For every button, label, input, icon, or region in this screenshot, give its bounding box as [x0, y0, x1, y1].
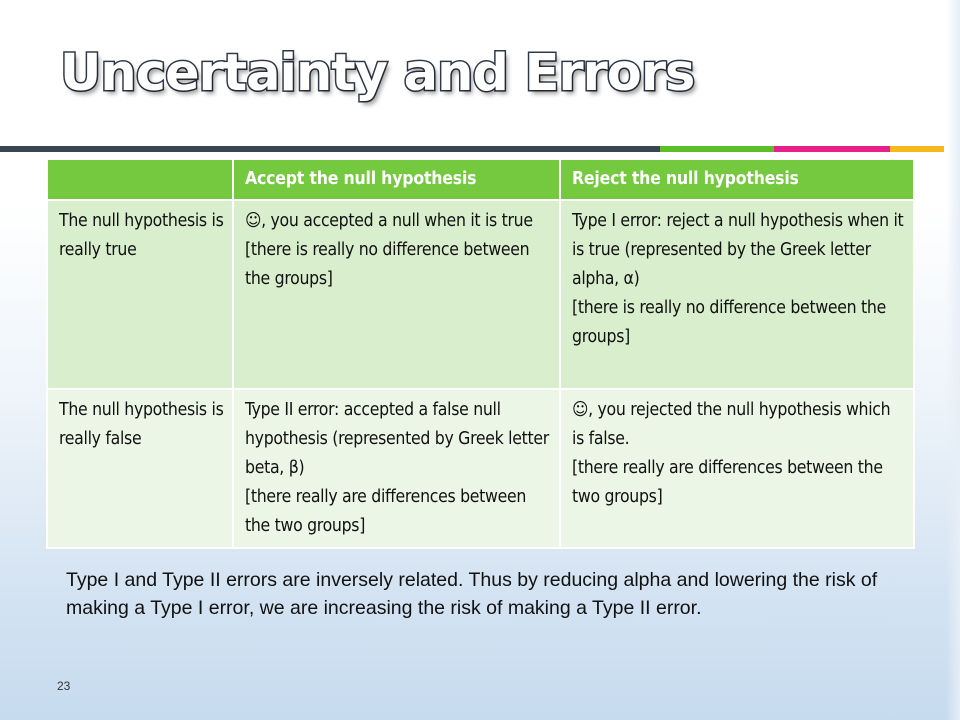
cell-note: [there really are differences between the two groups]	[572, 458, 883, 507]
cell-note: [there is really no difference between the groups]	[245, 240, 530, 289]
cell-text: ☺, you accepted a null when it is true	[245, 211, 533, 231]
accent-bar-yellow-segment	[890, 146, 944, 152]
accent-bar-green-segment	[660, 146, 774, 152]
table-row	[47, 200, 914, 389]
slide-right-edge	[946, 0, 960, 720]
cell-text: Type II error: accepted a false null hypothesis (represented by Greek letter beta, β)	[245, 400, 549, 478]
cell-type-one-error	[560, 200, 914, 389]
header-reject-null: Reject the null hypothesis	[560, 159, 914, 200]
accent-bar-dark-segment	[0, 146, 660, 152]
cell-note: [there is really no difference between the groups]	[572, 298, 886, 347]
cell-correct-reject	[560, 389, 914, 548]
page-number: 23	[57, 679, 71, 693]
table-header-row	[47, 159, 914, 200]
cell-text: ☺, you rejected the null hypothesis which is false.	[572, 400, 891, 449]
cell-correct-accept	[233, 200, 560, 389]
summary-note: Type I and Type II errors are inversely related. Thus by reducing alpha and lowering the risk of making a Type I error, we are increasing the risk of making a Type II error.	[66, 569, 878, 619]
cell-note: [there really are differences between the two groups]	[245, 487, 527, 536]
header-empty-cell	[47, 159, 233, 200]
row-label-null-false: The null hypothesis is really false	[47, 389, 233, 548]
accent-bar-pink-segment	[774, 146, 890, 152]
table-row	[47, 389, 914, 548]
row-label-null-true: The null hypothesis is really true	[47, 200, 233, 389]
slide-title: Uncertainty and Errors	[60, 44, 695, 103]
header-accept-null: Accept the null hypothesis	[233, 159, 560, 200]
accent-bar	[0, 146, 960, 152]
hypothesis-error-table	[46, 158, 915, 549]
cell-text: Type I error: reject a null hypothesis when it is true (represented by the Greek letter alpha, α)	[572, 211, 904, 289]
cell-type-two-error	[233, 389, 560, 548]
